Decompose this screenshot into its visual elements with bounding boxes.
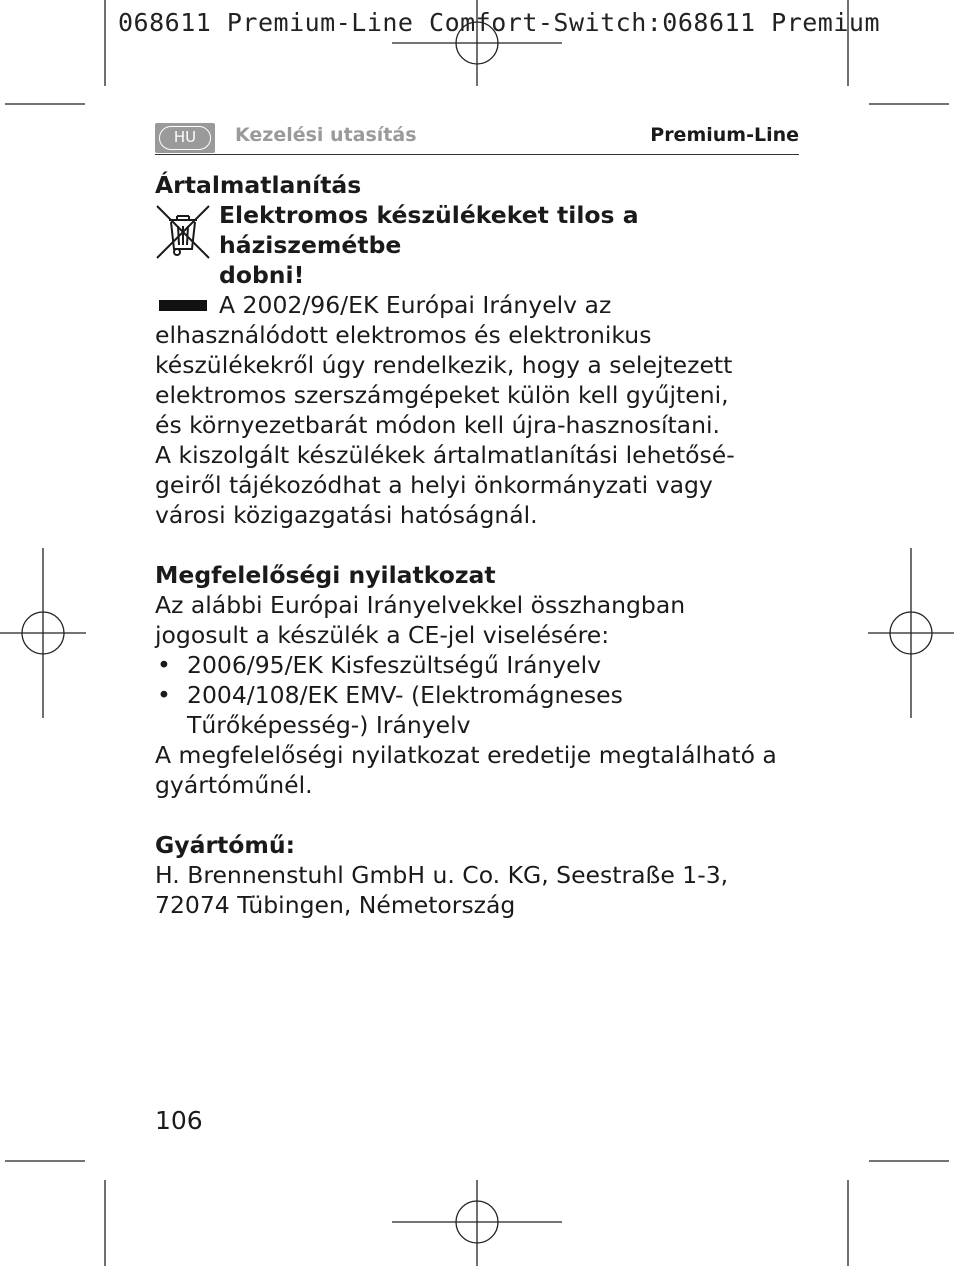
conformity-closing-line: A megfelelőségi nyilatkozat eredetije megtalálható a	[155, 741, 777, 769]
disposal-warning	[155, 200, 805, 290]
disposal-line: városi közigazgatási hatóságnál.	[155, 501, 538, 529]
language-badge-label: HU	[159, 126, 211, 150]
disposal-line: geiről tájékozódhat a helyi önkormányzati vagy	[155, 471, 713, 499]
directive-list-item	[155, 650, 805, 680]
manufacturer-address-line: 72074 Tübingen, Németország	[155, 891, 516, 919]
disposal-line: készülékekről úgy rendelkezik, hogy a selejtezett	[155, 351, 733, 379]
header-title: Kezelési utasítás	[235, 124, 417, 146]
directive-text: 2006/95/EK Kisfeszültségű Irányelv	[187, 651, 602, 679]
disposal-paragraph-start	[155, 290, 805, 320]
manufacturer-address-line: H. Brennenstuhl GmbH u. Co. KG, Seestraße 1-3,	[155, 861, 729, 889]
disposal-line: elektromos szerszámgépeket külön kell gyűjteni,	[155, 381, 729, 409]
conformity-intro-line: Az alábbi Európai Irányelvekkel összhangban	[155, 591, 686, 619]
conformity-intro-line: jogosult a készülék a CE-jel viselésére:	[155, 621, 610, 649]
warning-line-1: Elektromos készülékeket tilos a háziszemétbe	[219, 201, 639, 259]
directive-text: 2004/108/EK EMV- (Elektromágneses	[187, 681, 623, 709]
bullet-marker: •	[157, 651, 171, 679]
manufacturer-heading: Gyártómű:	[155, 831, 296, 859]
disposal-paragraph-first: A 2002/96/EK Európai Irányelv az	[219, 291, 612, 319]
crossed-out-wheelie-bin-icon	[155, 204, 211, 260]
directive-text: Tűrőképesség-) Irányelv	[187, 711, 471, 739]
conformity-heading: Megfelelőségi nyilatkozat	[155, 561, 496, 589]
disposal-line: A kiszolgált készülékek ártalmatlanítási lehetősé-	[155, 441, 735, 469]
page-number: 106	[155, 1106, 203, 1135]
directive-list-item	[155, 680, 805, 740]
disposal-line: elhasználódott elektromos és elektronikus	[155, 321, 652, 349]
disposal-line: és környezetbarát módon kell újra-hasznosítani.	[155, 411, 720, 439]
bullet-marker: •	[157, 681, 171, 709]
warning-line-2: dobni!	[219, 261, 305, 289]
header-brand: Premium-Line	[650, 124, 799, 146]
disposal-heading: Ártalmatlanítás	[155, 171, 362, 199]
separate-collection-bar	[159, 300, 207, 311]
page-header	[155, 120, 799, 155]
language-badge	[155, 123, 215, 153]
page-body	[155, 170, 805, 920]
print-slug-text: 068611 Premium-Line Comfort-Switch:068611 Premium	[118, 8, 881, 37]
conformity-closing-line: gyártóműnél.	[155, 771, 313, 799]
